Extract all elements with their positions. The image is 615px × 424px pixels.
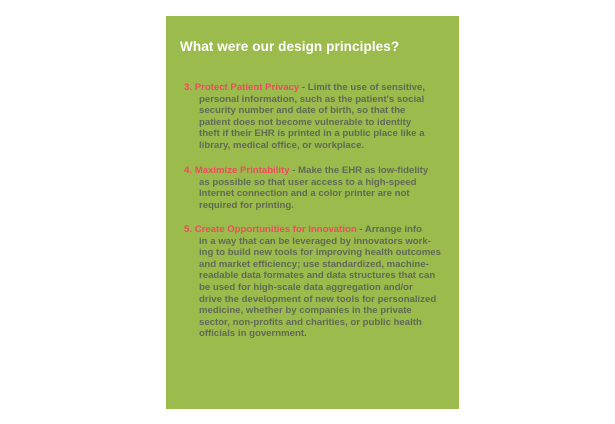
principle-text-line: required for printing. bbox=[199, 199, 294, 211]
principle-item bbox=[184, 82, 454, 152]
principle-text-line: Internet connection and a color printer are not bbox=[199, 188, 410, 200]
principle-title: Protect Patient Privacy bbox=[194, 82, 300, 93]
principle-text-line: ing to build new tools for improving health outcomes bbox=[199, 247, 441, 259]
principle-text-line: library, medical office, or workplace. bbox=[199, 139, 365, 151]
principle-text-line: - Limit the use of sensitive, bbox=[299, 82, 426, 93]
principle-text-line: in a way that can be leveraged by innovators work- bbox=[199, 235, 431, 247]
principle-number: 4. bbox=[184, 165, 193, 176]
card-heading: What were our design principles? bbox=[180, 39, 400, 54]
principle-number: 3. bbox=[184, 82, 193, 93]
principle-number: 5. bbox=[184, 224, 193, 235]
principle-text-line: as possible so that user access to a high-speed bbox=[199, 176, 417, 188]
principle-text-line: officials in government. bbox=[199, 328, 307, 340]
design-principles-card bbox=[166, 16, 459, 409]
principle-text-line: be used for high-scale data aggregation and/or bbox=[199, 281, 413, 293]
principle-item bbox=[184, 224, 454, 340]
principle-first-line bbox=[184, 82, 454, 94]
principle-item bbox=[184, 165, 454, 211]
principle-text-line: readable data formates and data structures that can bbox=[199, 270, 436, 282]
principle-title: Maximize Printability bbox=[194, 165, 290, 176]
principle-text-line: personal information, such as the patient's social bbox=[199, 93, 425, 105]
principle-text-line: medicine, whether by companies in the private bbox=[199, 305, 412, 317]
principle-first-line bbox=[184, 224, 454, 236]
principle-text-line: - Arrange info bbox=[356, 224, 422, 235]
principle-text-line: and market efficiency; use standardized, machine- bbox=[199, 258, 429, 270]
principle-text-line: - Make the EHR as low-fidelity bbox=[289, 165, 429, 176]
principle-text-line: security number and date of birth, so that the bbox=[199, 105, 406, 117]
principle-first-line bbox=[184, 165, 454, 177]
principle-text-line: sector, non-profits and charities, or public health bbox=[199, 316, 422, 328]
principle-text-line: theft if their EHR is printed in a public place like a bbox=[199, 128, 425, 140]
principle-text-line: drive the development of new tools for personalized bbox=[199, 293, 437, 305]
principle-title: Create Opportunities for Innovation bbox=[194, 224, 357, 235]
principle-text-line: patient does not become vulnerable to identity bbox=[199, 116, 412, 128]
